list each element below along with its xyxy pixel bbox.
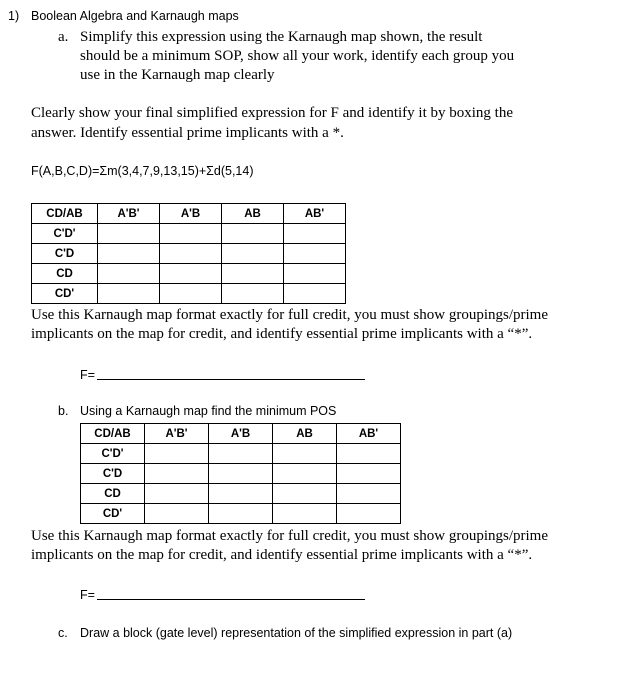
kmap-cell[interactable] xyxy=(284,244,346,264)
kmap-cell[interactable] xyxy=(222,224,284,244)
kmap-col-header: AB' xyxy=(337,424,401,444)
answer-blank-b[interactable] xyxy=(97,599,365,600)
kmap-cell[interactable] xyxy=(145,464,209,484)
answer-label-a: F= xyxy=(80,368,95,382)
part-b-text: Using a Karnaugh map find the minimum POS xyxy=(80,404,337,418)
instruction-line-1: Clearly show your final simplified expression for F and identify it by boxing the xyxy=(31,105,514,121)
karnaugh-map-a xyxy=(31,203,346,304)
kmap-row-header: CD xyxy=(81,484,145,504)
kmap-cell[interactable] xyxy=(209,504,273,524)
kmap-note-b-line-2: implicants on the map for credit, and identify essential prime implicants with a “*”. xyxy=(31,547,533,563)
kmap-cell[interactable] xyxy=(160,244,222,264)
part-b-letter: b. xyxy=(58,404,69,418)
kmap-row-header: C'D xyxy=(81,464,145,484)
kmap-cell[interactable] xyxy=(160,284,222,304)
part-c-text: Draw a block (gate level) representation of the simplified expression in part (a) xyxy=(80,626,513,640)
question-title: Boolean Algebra and Karnaugh maps xyxy=(31,9,239,23)
kmap-cell[interactable] xyxy=(222,264,284,284)
kmap-cell[interactable] xyxy=(98,224,160,244)
kmap-row-header: C'D' xyxy=(81,444,145,464)
kmap-col-header: A'B' xyxy=(145,424,209,444)
kmap-row-header: C'D' xyxy=(32,224,98,244)
instruction-line-2: answer. Identify essential prime implicants with a *. xyxy=(31,125,344,141)
kmap-cell[interactable] xyxy=(209,444,273,464)
kmap-cell[interactable] xyxy=(337,484,401,504)
kmap-cell[interactable] xyxy=(98,284,160,304)
kmap-col-header: A'B' xyxy=(98,204,160,224)
kmap-cell[interactable] xyxy=(98,264,160,284)
kmap-cell[interactable] xyxy=(337,504,401,524)
kmap-col-header: A'B xyxy=(160,204,222,224)
kmap-row-header: C'D xyxy=(32,244,98,264)
kmap-corner-label: CD/AB xyxy=(81,424,145,444)
kmap-note-a-line-1: Use this Karnaugh map format exactly for full credit, you must show groupings/prime xyxy=(31,307,548,323)
function-expression: F(A,B,C,D)=Σm(3,4,7,9,13,15)+Σd(5,14) xyxy=(31,164,254,178)
kmap-cell[interactable] xyxy=(160,264,222,284)
kmap-cell[interactable] xyxy=(145,484,209,504)
kmap-col-header: A'B xyxy=(209,424,273,444)
kmap-cell[interactable] xyxy=(222,244,284,264)
part-a-line-1: Simplify this expression using the Karnaugh map shown, the result xyxy=(80,29,483,45)
kmap-cell[interactable] xyxy=(209,484,273,504)
kmap-col-header: AB xyxy=(273,424,337,444)
kmap-cell[interactable] xyxy=(273,484,337,504)
kmap-cell[interactable] xyxy=(337,464,401,484)
kmap-corner-label: CD/AB xyxy=(32,204,98,224)
part-a-letter: a. xyxy=(58,29,69,45)
kmap-note-a-line-2: implicants on the map for credit, and identify essential prime implicants with a “*”. xyxy=(31,326,533,342)
kmap-cell[interactable] xyxy=(145,444,209,464)
kmap-cell[interactable] xyxy=(273,464,337,484)
kmap-cell[interactable] xyxy=(273,444,337,464)
kmap-cell[interactable] xyxy=(145,504,209,524)
kmap-col-header: AB xyxy=(222,204,284,224)
kmap-cell[interactable] xyxy=(284,224,346,244)
karnaugh-map-b xyxy=(80,423,401,524)
part-c-letter: c. xyxy=(58,626,68,640)
answer-label-b: F= xyxy=(80,588,95,602)
kmap-cell[interactable] xyxy=(273,504,337,524)
part-a-line-3: use in the Karnaugh map clearly xyxy=(80,67,275,83)
kmap-row-header: CD' xyxy=(81,504,145,524)
kmap-cell[interactable] xyxy=(337,444,401,464)
answer-blank-a[interactable] xyxy=(97,379,365,380)
kmap-cell[interactable] xyxy=(284,284,346,304)
kmap-cell[interactable] xyxy=(284,264,346,284)
kmap-note-b-line-1: Use this Karnaugh map format exactly for full credit, you must show groupings/prime xyxy=(31,528,548,544)
kmap-cell[interactable] xyxy=(160,224,222,244)
question-number: 1) xyxy=(8,9,20,23)
kmap-row-header: CD xyxy=(32,264,98,284)
kmap-cell[interactable] xyxy=(98,244,160,264)
kmap-row-header: CD' xyxy=(32,284,98,304)
kmap-cell[interactable] xyxy=(209,464,273,484)
kmap-cell[interactable] xyxy=(222,284,284,304)
kmap-col-header: AB' xyxy=(284,204,346,224)
part-a-line-2: should be a minimum SOP, show all your work, identify each group you xyxy=(80,48,515,64)
